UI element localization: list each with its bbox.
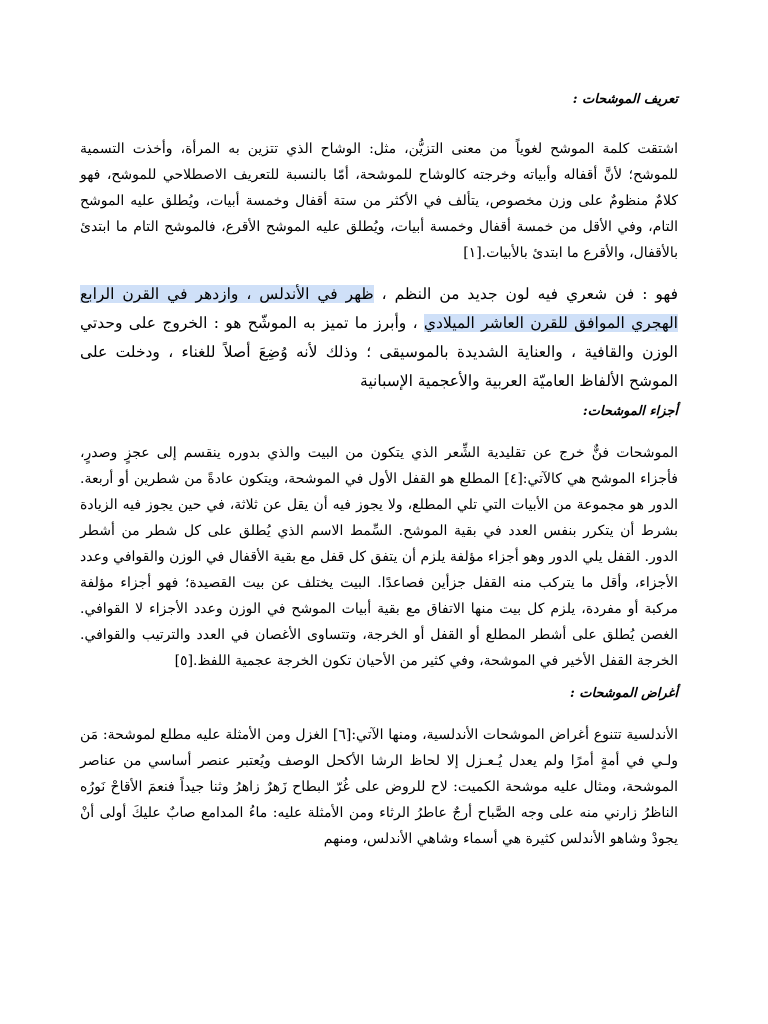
art-paragraph (80, 280, 678, 396)
art-rest: ، وأبرز ما تميز به الموشّح هو : الخروج على وحدتي الوزن والقافية ، والعناية الشديدة بالموسيقى ؛ وذلك لأنه وُضِعَ أصلاً للغناء ، ودخلت على الموشح الألفاظ العاميّة العربية والأعجمية الإسبانية (80, 314, 678, 390)
parts-paragraph: الموشحات فنٌّ خرج عن تقليدية الشِّعر الذي يتكون من البيت والذي بدوره ينقسم إلى عجزٍ وصدرٍ، فأجزاء الموشح هي كالآتي:[٤] المطلع هو القفل الأول في الموشحة، ويتكون عادةً من شطرين أو أربعة. الدور هو مجموعة من الأبيات التي تلي المطلع، ولا يجوز فيه أن يقل عن ثلاثة، في حين يجوز فيه الزيادة بشرط أن يتكرر بنفس العدد في بقية الموشح. السِّمط الاسم الذي يُطلق على كل شطر من أشطر الدور. القفل يلي الدور وهو أجزاء مؤلفة يلزم أن يتفق كل قفل مع بقية الأقفال في الوزن والقوافي وعدد الأجزاء، وأقل ما يتركب منه القفل جزأين فصاعدًا. البيت يختلف عن بيت القصيدة؛ فهو أجزاء مؤلفة مركبة أو مفردة، يلزم كل بيت منها الاتفاق مع بقية أبيات الموشح في الوزن وعدد الأجزاء لا القوافي. الغصن يُطلق على أشطر المطلع أو القفل أو الخرجة، وتتساوى الأغصان في العدد والترتيب والقوافي. الخرجة القفل الأخير في الموشحة، وفي كثير من الأحيان تكون الخرجة عجمية اللفظ.[٥] (80, 445, 678, 669)
definition-paragraph: اشتقت كلمة الموشح لغوياً من معنى التزيُّن، مثل: الوشاح الذي تتزين به المرأة، وأخذت التسمية للموشح؛ لأنَّ أقفاله وأبياته وخرجته كالوشاح للموشحة، أمّا بالنسبة للتعريف الاصطلاحي للموشح، فهو كلامٌ منظومٌ على وزن مخصوص، يتألف في الأكثر من ستة أقفال وخمسة أبيات، ويُطلق عليه الموشح التام، وفي الأقل من خمسة أقفال وخمسة أبيات، ويُطلق عليه الموشح الأقرع، فالموشح التام ما ابتدئ بالأقفال، والأقرع ما ابتدئ بالأبيات.[١] (80, 141, 678, 261)
purposes-paragraph: الأندلسية تتنوع أغراض الموشحات الأندلسية، ومنها الآتي:[٦] الغزل ومن الأمثلة عليه مطلع لموشحة: مَن ولـي في أمةٍ أمرًا ولم يعدل يُـعـزل إلا لحاظ الرشا الأكحل الوصف ويُعتبر عنصر أساسي من عناصر الموشحة، ومثال عليه موشحة الكميت: لاح للروض على غُرّ البطاح زَهرٌ زاهرُ وثنا جيداً فنعمَ الأقاحْ نَورُه الناظرُ زارني منه على وجه الصَّباح أرجٌ عاطرُ الرثاء ومن الأمثلة عليه: ماءُ المدامع صابٌ عليكَ أولى أنْ يجودْ وشاهو الأندلس كثيرة هي أسماء وشاهي الأندلس، ومنهم (80, 727, 678, 847)
definition-heading: تعريف الموشحات : (572, 92, 678, 107)
art-intro: فهو : فن شعري فيه لون جديد من النظم ، (381, 285, 678, 303)
parts-heading: أجزاء الموشحات: (582, 404, 678, 419)
selected-text-highlight[interactable]: ظهر في الأندلس ، وازدهر في القرن الرابع الهجري الموافق للقرن العاشر الميلادي (80, 285, 678, 332)
purposes-heading: أغراض الموشحات : (569, 686, 678, 701)
